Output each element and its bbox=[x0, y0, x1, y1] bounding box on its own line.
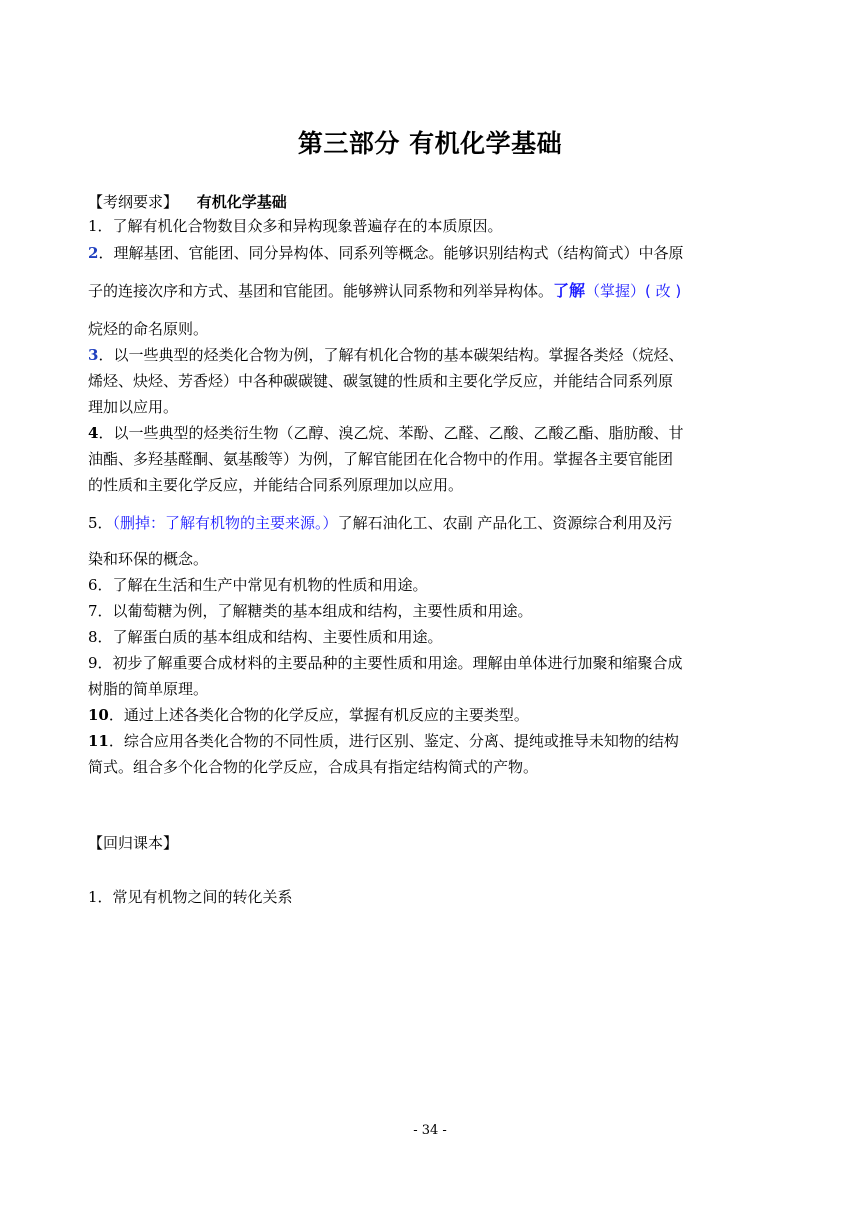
requirement-item-9-line-1: 9．初步了解重要合成材料的主要品种的主要性质和用途。理解由单体进行加聚和缩聚合成 bbox=[88, 654, 683, 672]
requirement-item-11-line-2: 简式。组合多个化合物的化学反应，合成具有指定结构简式的产物。 bbox=[88, 758, 539, 776]
item-number: 11 bbox=[88, 732, 109, 750]
huigui-item-1: 1．常见有机物之间的转化关系 bbox=[88, 888, 293, 906]
item-number: 4 bbox=[88, 424, 99, 442]
requirement-item-4-line-3: 的性质和主要化学反应，并能结合同系列原理加以应用。 bbox=[88, 476, 464, 494]
requirement-item-3-line-2: 烯烃、炔烃、芳香烃）中各种碳碳键、碳氢键的性质和主要化学反应，并能结合同系列原 bbox=[88, 372, 674, 390]
requirement-item-8: 8．了解蛋白质的基本组成和结构、主要性质和用途。 bbox=[88, 628, 443, 646]
kaogang-heading bbox=[88, 191, 778, 213]
item-text: ．以一些典型的烃类化合物为例，了解有机化合物的基本碳架结构。掌握各类烃（烷烃、 bbox=[98, 346, 684, 364]
revision-mark-gai: （掌握）( 改 ) bbox=[585, 282, 682, 300]
item-text: 子的连接次序和方式、基团和官能团。能够辨认同系物和列举异构体。 bbox=[88, 282, 554, 300]
item-text: ．以一些典型的烃类衍生物（乙醇、溴乙烷、苯酚、乙醛、乙酸、乙酸乙酯、脂肪酸、甘 bbox=[98, 424, 684, 442]
item-text: ．综合应用各类化合物的不同性质，进行区别、鉴定、分离、提纯或推导未知物的结构 bbox=[108, 732, 679, 750]
item-number: 3 bbox=[88, 346, 99, 364]
item-text: 了解石油化工、农副 产品化工、资源综合利用及污 bbox=[337, 514, 673, 532]
kaogang-bracket: 【考纲要求】 bbox=[88, 193, 179, 211]
requirement-item-5-line-2: 染和环保的概念。 bbox=[88, 550, 209, 568]
revision-mark-liaojie: 了解 bbox=[553, 281, 586, 300]
item-text: ．通过上述各类化合物的化学反应，掌握有机反应的主要类型。 bbox=[108, 706, 529, 724]
item-text: ．理解基团、官能团、同分异构体、同系列等概念。能够识别结构式（结构简式）中各原 bbox=[98, 244, 684, 262]
requirement-item-11-line-1 bbox=[88, 730, 778, 752]
requirement-item-5-line-1 bbox=[88, 512, 778, 534]
revision-mark-deleted: （删掉：了解有机物的主要来源。） bbox=[112, 514, 338, 532]
requirement-item-1: 1．了解有机化合物数目众多和异构现象普遍存在的本质原因。 bbox=[88, 217, 503, 235]
item-number: 5． bbox=[88, 514, 113, 532]
item-number: 10 bbox=[88, 706, 109, 724]
requirement-item-2-line-2 bbox=[88, 280, 778, 302]
requirement-item-3-line-1 bbox=[88, 344, 778, 366]
requirement-item-3-line-3: 理加以应用。 bbox=[88, 398, 179, 416]
requirement-item-9-line-2: 树脂的简单原理。 bbox=[88, 680, 209, 698]
page-number: - 34 - bbox=[413, 1123, 447, 1138]
requirement-item-4-line-2: 油酯、多羟基醛酮、氨基酸等）为例，了解官能团在化合物中的作用。掌握各主要官能团 bbox=[88, 450, 674, 468]
requirement-item-4-line-1 bbox=[88, 422, 778, 444]
requirement-item-6: 6．了解在生活和生产中常见有机物的性质和用途。 bbox=[88, 576, 428, 594]
huigui-heading: 【回归课本】 bbox=[88, 834, 179, 852]
requirement-item-2-line-1 bbox=[88, 242, 778, 264]
requirement-item-2-line-3: 烷烃的命名原则。 bbox=[88, 320, 209, 338]
item-number: 2 bbox=[88, 244, 99, 262]
requirement-item-10 bbox=[88, 704, 778, 726]
page-title: 第三部分 有机化学基础 bbox=[297, 129, 563, 158]
kaogang-subtitle: 有机化学基础 bbox=[196, 193, 287, 211]
requirement-item-7: 7．以葡萄糖为例，了解糖类的基本组成和结构，主要性质和用途。 bbox=[88, 602, 533, 620]
